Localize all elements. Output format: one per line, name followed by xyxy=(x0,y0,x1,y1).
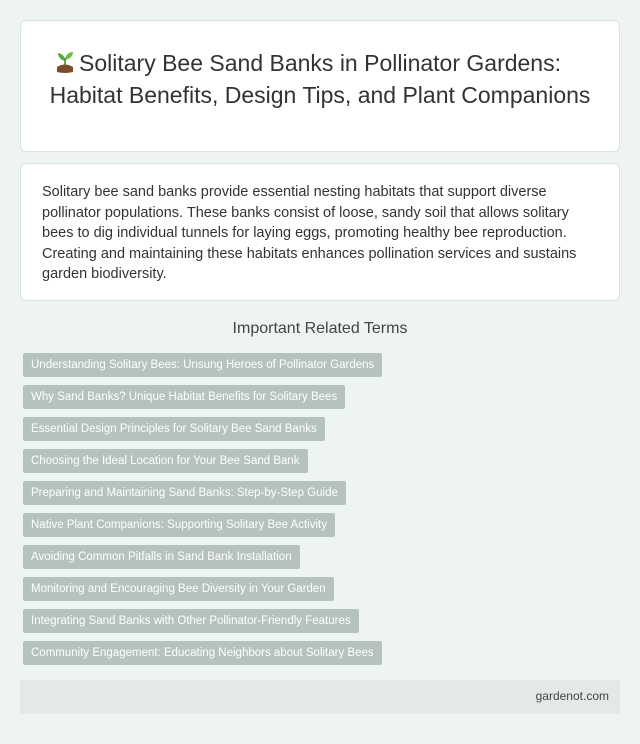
footer-bar xyxy=(20,680,620,714)
related-term-link[interactable]: Why Sand Banks? Unique Habitat Benefits for Solitary Bees xyxy=(23,385,345,409)
footer-site-link[interactable]: gardenot.com xyxy=(535,689,609,703)
related-term-link[interactable]: Understanding Solitary Bees: Unsung Heroes of Pollinator Gardens xyxy=(23,353,382,377)
related-term-link[interactable]: Choosing the Ideal Location for Your Bee Sand Bank xyxy=(23,449,308,473)
related-term-link[interactable]: Monitoring and Encouraging Bee Diversity in Your Garden xyxy=(23,577,334,601)
related-terms-heading: Important Related Terms xyxy=(232,320,408,337)
related-term-link[interactable]: Native Plant Companions: Supporting Solitary Bee Activity xyxy=(23,513,335,537)
related-terms-list xyxy=(23,353,623,673)
intro-card xyxy=(20,163,620,301)
related-term-link[interactable]: Essential Design Principles for Solitary Bee Sand Banks xyxy=(23,417,325,441)
related-term-link[interactable]: Integrating Sand Banks with Other Pollinator-Friendly Features xyxy=(23,609,359,633)
intro-paragraph: Solitary bee sand banks provide essential nesting habitats that support diverse pollinator populations. These banks consist of loose, sandy soil that allows solitary bees to dig individual tunnels for laying eggs, promoting healthy bee reproduction. Creating and maintaining these habitats enhances pollination services and sustains garden biodiversity. xyxy=(42,184,577,282)
page-title: Solitary Bee Sand Banks in Pollinator Gardens: Habitat Benefits, Design Tips, and Plant Companions xyxy=(49,50,591,108)
related-term-link[interactable]: Preparing and Maintaining Sand Banks: Step-by-Step Guide xyxy=(23,481,346,505)
related-term-link[interactable]: Avoiding Common Pitfalls in Sand Bank Installation xyxy=(23,545,300,569)
title-card xyxy=(20,20,620,152)
related-term-link[interactable]: Community Engagement: Educating Neighbors about Solitary Bees xyxy=(23,641,382,665)
